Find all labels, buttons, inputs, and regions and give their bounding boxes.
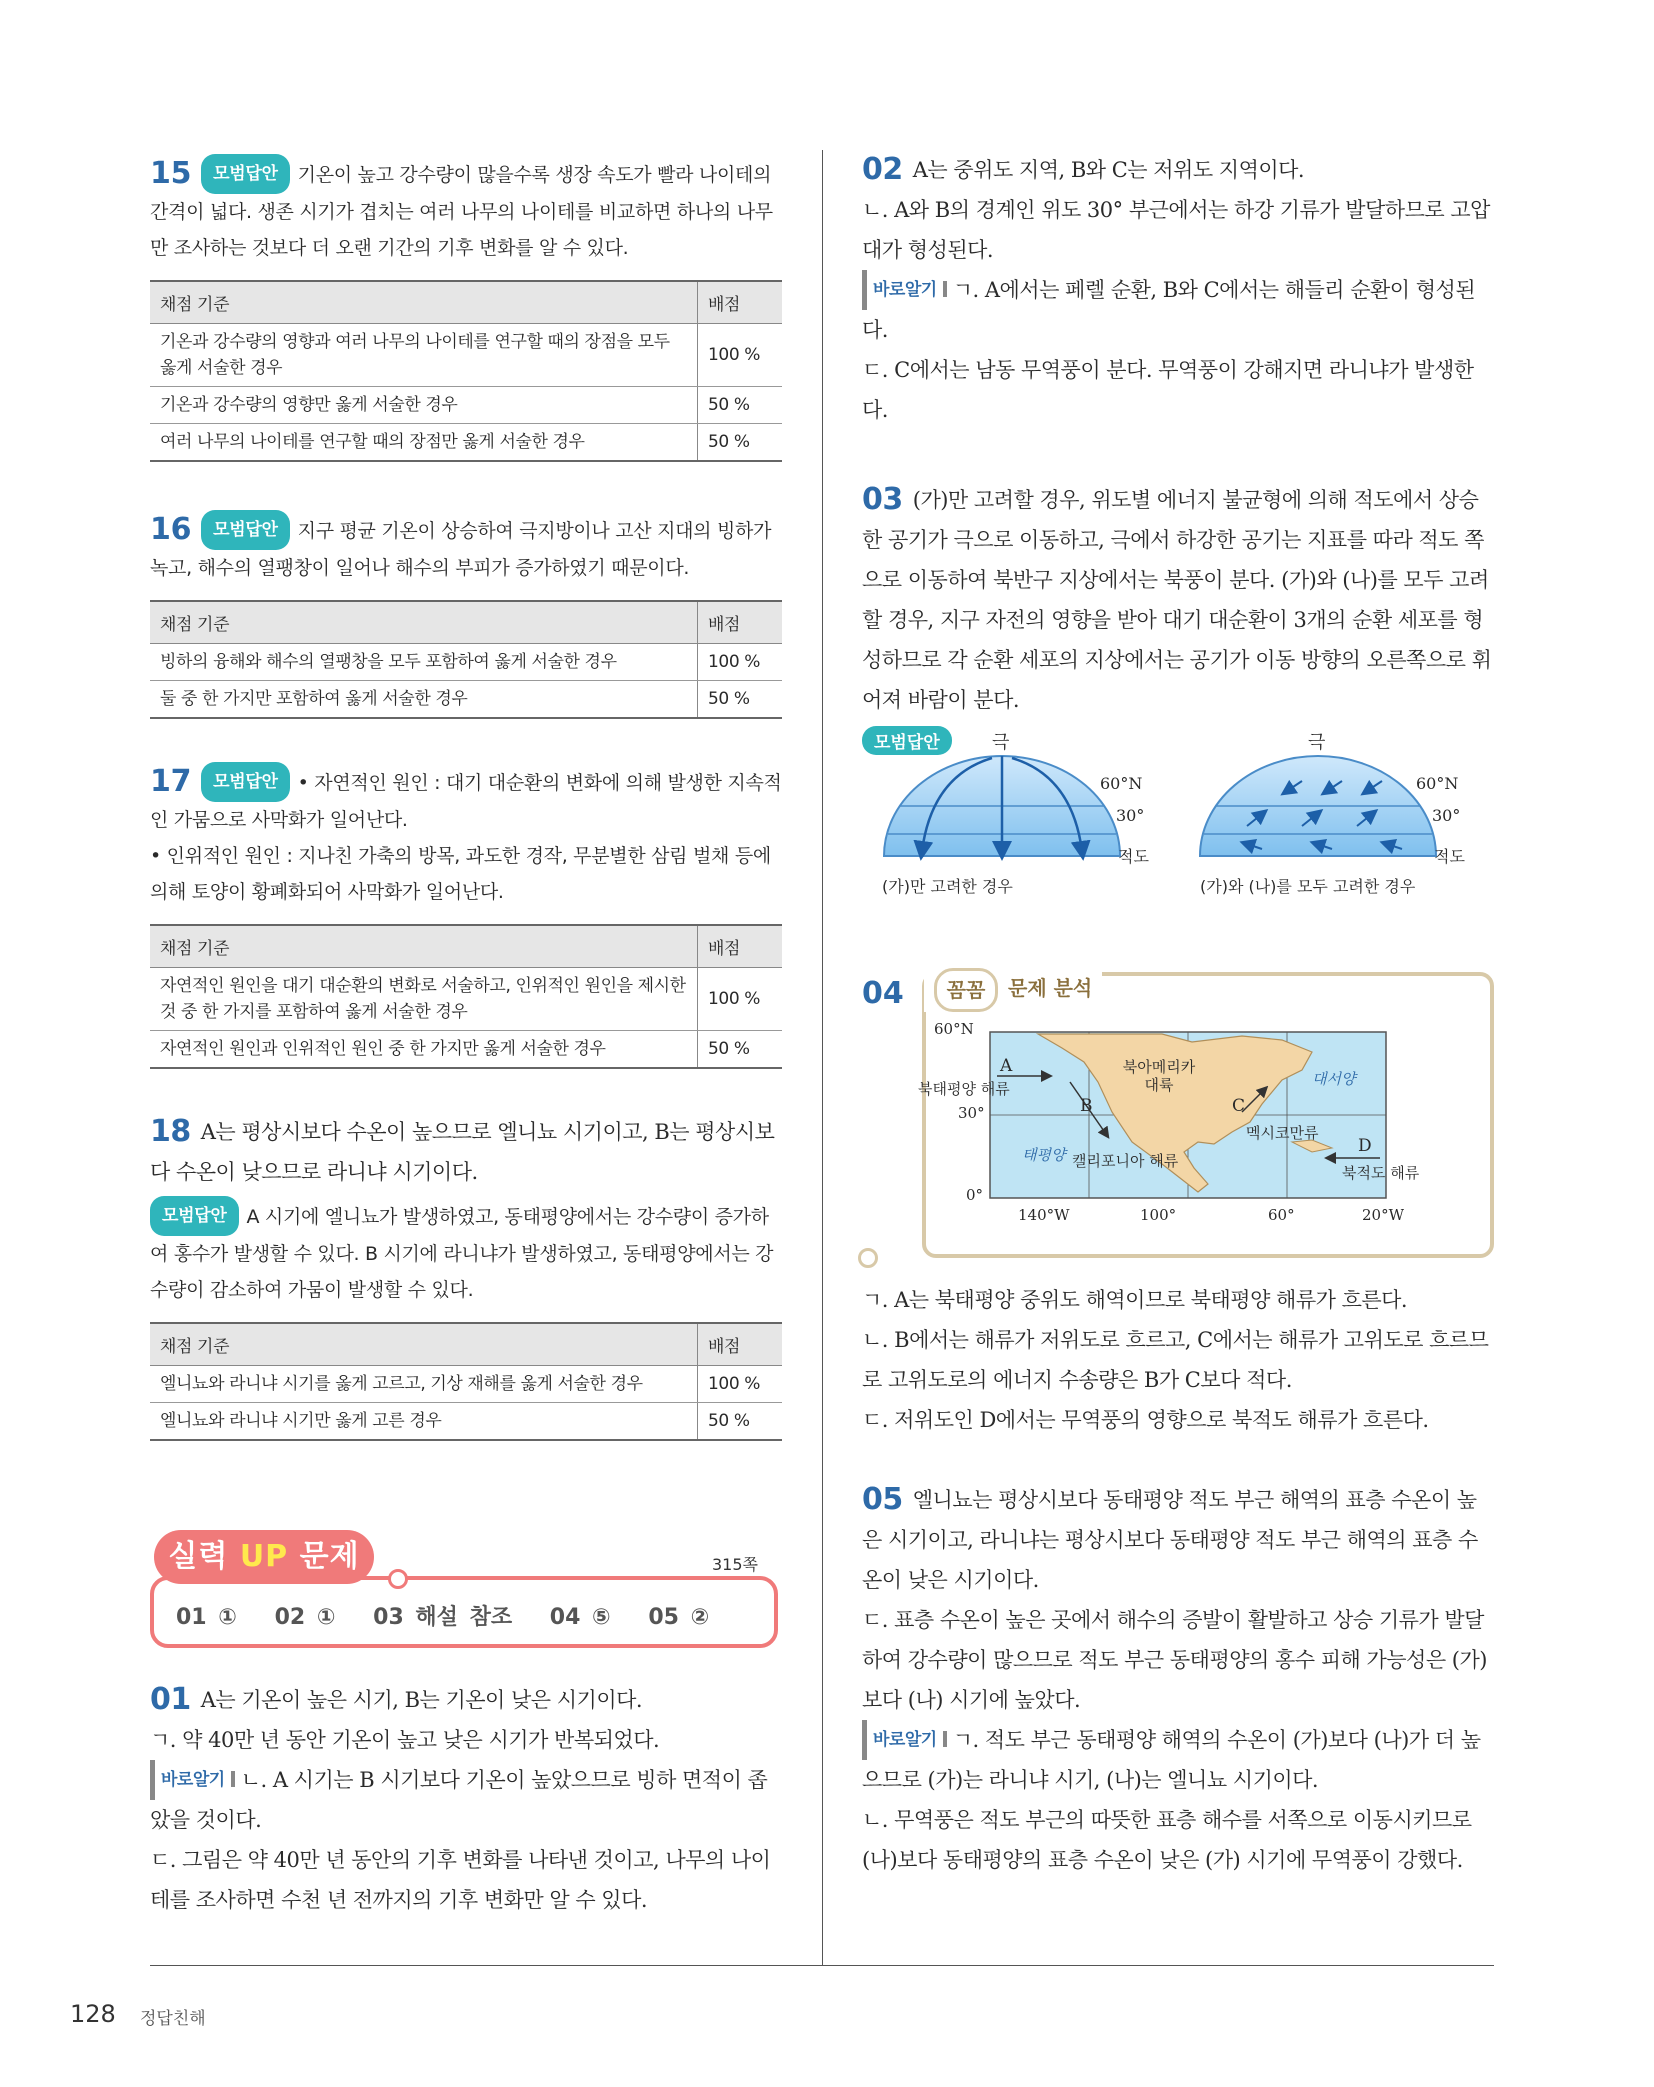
caption-1: (가)만 고려한 경우 xyxy=(882,877,1013,896)
model-answer-badge: 모범답안 xyxy=(150,1196,239,1236)
model-answer-badge: 모범답안 xyxy=(862,726,952,755)
points-cell: 100 % xyxy=(698,1366,783,1403)
map-lon100: 100° xyxy=(1140,1206,1177,1224)
equator-label-1: 적도 xyxy=(1118,847,1149,866)
q16-answer: 지구 평균 기온이 상승하여 극지방이나 고산 지대의 빙하가 녹고, 해수의 열팽창이 일어나 해수의 부피가 증가하였기 때문이다. xyxy=(150,520,772,579)
a02-line: ㄷ. C에서는 남동 무역풍이 분다. 무역풍이 강해지면 라니냐가 발생한다. xyxy=(862,358,1474,422)
a01-section xyxy=(150,1680,782,1920)
table-row xyxy=(150,1031,782,1069)
a04-line: ㄴ. B에서는 해류가 저위도로 흐르고, C에서는 해류가 고위도로 흐르므로 고위도로의 에너지 수송량은 B가 C보다 적다. xyxy=(862,1328,1489,1392)
answer-item: 02 ① xyxy=(274,1605,336,1630)
a01-line: ㄱ. 약 40만 년 동안 기온이 높고 낮은 시기가 반복되었다. xyxy=(150,1728,660,1752)
q16-text xyxy=(150,510,782,586)
footer-rule xyxy=(150,1965,1494,1966)
map-point-c: C xyxy=(1232,1096,1246,1116)
page-label: 정답친해 xyxy=(140,2009,206,2029)
criterion-cell: 빙하의 융해와 해수의 열팽창을 모두 포함하여 옳게 서술한 경우 xyxy=(150,644,698,681)
model-answer-badge: 모범답안 xyxy=(201,154,290,194)
criterion-cell: 엘니뇨와 라니냐 시기를 옳게 고르고, 기상 재해를 옳게 서술한 경우 xyxy=(150,1366,698,1403)
points-header: 배점 xyxy=(698,1323,783,1366)
answers-box xyxy=(150,1530,782,1655)
answer-item: 05 ② xyxy=(648,1605,710,1630)
answers-list xyxy=(176,1600,735,1631)
q17-number: 17 xyxy=(150,764,192,799)
map-lat60: 60°N xyxy=(934,1020,974,1038)
map-point-d: D xyxy=(1358,1136,1372,1156)
map-np-current: 북태평양 해류 xyxy=(918,1080,1010,1098)
a03-explanation: (가)만 고려할 경우, 위도별 에너지 불균형에 의해 적도에서 상승한 공기가 극으로 이동하고, 극에서 하강한 공기는 지표를 따라 적도 쪽으로 이동하여 북반구 지상에서는 북풍이 분다. (가)와 (나)를 모두 고려할 경우, 지구 자전의 영향을 받아 대기 대순환이 3개의 순환 세포를 형성하므로 각 순환 세포의 지상에서는 공기가 이동 방향의 오른쪽으로 휘어져 바람이 분다. xyxy=(862,488,1492,712)
kk-badge: 꼼꼼 xyxy=(934,968,998,1012)
a01-line: ㄴ. A 시기는 B 시기보다 기온이 높았으므로 빙하 면적이 좁았을 것이다. xyxy=(150,1768,768,1832)
criterion-cell: 자연적인 원인을 대기 대순환의 변화로 서술하고, 인위적인 원인을 제시한 것 중 한 가지를 포함하여 옳게 서술한 경우 xyxy=(150,968,698,1031)
lat60-label-1: 60°N xyxy=(1100,774,1143,793)
criterion-cell: 자연적인 원인과 인위적인 원인 중 한 가지만 옳게 서술한 경우 xyxy=(150,1031,698,1069)
a04-number: 04 xyxy=(862,976,904,1011)
a03-section xyxy=(862,480,1494,906)
a01-intro xyxy=(150,1680,782,1720)
score-header: 채점 기준 xyxy=(150,925,698,968)
a02-baro xyxy=(862,270,1494,350)
a04-section xyxy=(862,972,1494,1440)
q17-answer-human: • 인위적인 원인 : 지나친 가축의 방목, 과도한 경작, 무분별한 삼림 벌채 등에 의해 토양이 황폐화되어 사막화가 일어난다. xyxy=(150,845,771,903)
q15-number: 15 xyxy=(150,156,192,191)
table-row xyxy=(150,1403,782,1441)
table-row xyxy=(150,324,782,387)
model-answer-badge: 모범답안 xyxy=(201,510,290,550)
q15-text xyxy=(150,154,782,266)
a03-text xyxy=(862,480,1494,720)
criterion-cell: 기온과 강수량의 영향만 옳게 서술한 경우 xyxy=(150,387,698,424)
a05-section xyxy=(862,1480,1494,1880)
points-cell: 50 % xyxy=(698,1031,783,1069)
points-cell: 100 % xyxy=(698,644,783,681)
q17-answer-natural: • 자연적인 원인 : 대기 대순환의 변화에 의해 발생한 지속적인 가뭄으로 사막화가 일어난다. xyxy=(150,772,782,831)
map-lat30: 30° xyxy=(958,1104,985,1122)
answers-title: 실력 UP 문제 xyxy=(154,1530,374,1584)
q18-number: 18 xyxy=(150,1114,191,1149)
page-number: 128 xyxy=(70,2000,116,2028)
score-header: 채점 기준 xyxy=(150,281,698,324)
a02-section xyxy=(862,150,1494,430)
a05-number: 05 xyxy=(862,1482,903,1517)
criterion-cell: 기온과 강수량의 영향과 여러 나무의 나이테를 연구할 때의 장점을 모두 옳게 서술한 경우 xyxy=(150,324,698,387)
a05-baro xyxy=(862,1720,1494,1800)
score-header: 채점 기준 xyxy=(150,1323,698,1366)
a04-line: ㄱ. A는 북태평양 중위도 해역이므로 북태평양 해류가 흐른다. xyxy=(862,1288,1408,1312)
q17-score-table xyxy=(150,924,782,1069)
points-cell: 50 % xyxy=(698,424,783,462)
q16-score-table xyxy=(150,600,782,719)
points-cell: 50 % xyxy=(698,1403,783,1441)
q18-explanation: A는 평상시보다 수온이 높으므로 엘니뇨 시기이고, B는 평상시보다 수온이 낮으므로 라니냐 시기이다. xyxy=(150,1120,775,1184)
points-cell: 100 % xyxy=(698,324,783,387)
analysis-label: 문제 분석 xyxy=(1008,976,1093,1000)
map-lat0: 0° xyxy=(966,1186,984,1204)
score-header: 채점 기준 xyxy=(150,601,698,644)
a03-number: 03 xyxy=(862,482,903,517)
map-atlantic: 대서양 xyxy=(1312,1070,1356,1088)
a05-line: 엘니뇨는 평상시보다 동태평양 적도 부근 해역의 표층 수온이 높은 시기이고, 라니냐는 평상시보다 동태평양 적도 부근 해역의 표층 수온이 낮은 시기이다. xyxy=(862,1488,1478,1592)
answer-item: 03 해설 참조 xyxy=(373,1605,513,1630)
q18-model-answer: A 시기에 엘니뇨가 발생하였고, 동태평양에서는 강수량이 증가하여 홍수가 발생할 수 있다. B 시기에 라니냐가 발생하였고, 동태평양에서는 강수량이 감소하여 가뭄이 발생할 수 있다. xyxy=(150,1206,774,1301)
model-answer-badge: 모범답안 xyxy=(201,762,290,802)
map-continent: 북아메리카 대륙 xyxy=(1122,1058,1196,1094)
map-point-a: A xyxy=(1000,1056,1013,1076)
q18-score-table xyxy=(150,1322,782,1441)
a02-line: ㄴ. A와 B의 경계인 위도 30° 부근에서는 하강 기류가 발달하므로 고압대가 형성된다. xyxy=(862,198,1490,262)
pole-label-2: 극 xyxy=(1308,732,1326,753)
a01-baro xyxy=(150,1760,782,1840)
lat30-label-2: 30° xyxy=(1432,806,1461,825)
column-divider xyxy=(822,150,823,1965)
a05-line: ㄷ. 표층 수온이 높은 곳에서 해수의 증발이 활발하고 상승 기류가 발달하여 강수량이 많으므로 적도 부근 동태평양의 홍수 피해 가능성은 (가)보다 (나) 시기에 높았다. xyxy=(862,1608,1487,1712)
q18-section xyxy=(150,1112,782,1441)
answer-item: 01 ① xyxy=(176,1605,237,1630)
baro-badge: 바로알기 xyxy=(862,270,947,310)
table-row xyxy=(150,681,782,719)
baro-badge: 바로알기 xyxy=(862,1720,947,1760)
points-cell: 100 % xyxy=(698,968,783,1031)
criterion-cell: 여러 나무의 나이테를 연구할 때의 장점만 옳게 서술한 경우 xyxy=(150,424,698,462)
q18-text xyxy=(150,1112,782,1192)
a02-line: ㄱ. A에서는 페렐 순환, B와 C에서는 해들리 순환이 형성된다. xyxy=(862,278,1476,342)
table-row xyxy=(150,968,782,1031)
criterion-cell: 둘 중 한 가지만 포함하여 옳게 서술한 경우 xyxy=(150,681,698,719)
map-point-b: B xyxy=(1080,1096,1093,1116)
a01-line: A는 기온이 높은 시기, B는 기온이 낮은 시기이다. xyxy=(200,1688,643,1712)
map-calif-current: 캘리포니아 해류 xyxy=(1072,1152,1179,1170)
table-row xyxy=(150,644,782,681)
points-cell: 50 % xyxy=(698,387,783,424)
equator-label-2: 적도 xyxy=(1434,847,1465,866)
pole-label-1: 극 xyxy=(992,732,1010,753)
map-lon60: 60° xyxy=(1268,1206,1295,1224)
map-gulf-stream: 멕시코만류 xyxy=(1246,1124,1319,1142)
q15-answer: 기온이 높고 강수량이 많을수록 생장 속도가 빨라 나이테의 간격이 넓다. 생존 시기가 겹치는 여러 나무의 나이테를 비교하면 하나의 나무만 조사하는 것보다 더 오랜 기간의 기후 변화를 알 수 있다. xyxy=(150,164,773,259)
points-cell: 50 % xyxy=(698,681,783,719)
a02-line: A는 중위도 지역, B와 C는 저위도 지역이다. xyxy=(912,158,1305,182)
lat30-label-1: 30° xyxy=(1116,806,1145,825)
a05-line: ㄱ. 적도 부근 동태평양 해역의 수온이 (가)보다 (나)가 더 높으므로 (가)는 라니냐 시기, (나)는 엘니뇨 시기이다. xyxy=(862,1728,1481,1792)
q17-section xyxy=(150,762,782,1069)
a03-figure xyxy=(862,726,1494,906)
answers-page-ref: 315쪽 xyxy=(712,1555,758,1574)
lat60-label-2: 60°N xyxy=(1416,774,1459,793)
caption-2: (가)와 (나)를 모두 고려한 경우 xyxy=(1200,877,1416,896)
a02-intro xyxy=(862,150,1494,190)
points-header: 배점 xyxy=(698,601,783,644)
q15-score-table xyxy=(150,280,782,462)
table-row xyxy=(150,1366,782,1403)
q16-number: 16 xyxy=(150,512,192,547)
map-pacific: 태평양 xyxy=(1022,1146,1066,1164)
ocean-current-map xyxy=(862,972,1494,1272)
a01-line: ㄷ. 그림은 약 40만 년 동안의 기후 변화를 나타낸 것이고, 나무의 나이테를 조사하면 수천 년 전까지의 기후 변화만 알 수 있다. xyxy=(150,1848,771,1912)
a05-line: ㄴ. 무역풍은 적도 부근의 따뜻한 표층 해수를 서쪽으로 이동시키므로 (나)보다 동태평양의 표층 수온이 낮은 (가) 시기에 무역풍이 강했다. xyxy=(862,1808,1472,1872)
criterion-cell: 엘니뇨와 라니냐 시기만 옳게 고른 경우 xyxy=(150,1403,698,1441)
points-header: 배점 xyxy=(698,925,783,968)
q16-section xyxy=(150,510,782,719)
table-row xyxy=(150,424,782,462)
table-row xyxy=(150,387,782,424)
q15-section xyxy=(150,154,782,462)
a05-intro xyxy=(862,1480,1494,1600)
map-lon20: 20°W xyxy=(1362,1206,1405,1224)
answers-knob xyxy=(388,1569,408,1589)
baro-badge: 바로알기 xyxy=(150,1760,235,1800)
a02-number: 02 xyxy=(862,152,903,187)
points-header: 배점 xyxy=(698,281,783,324)
answer-item: 04 ⑤ xyxy=(549,1605,611,1630)
map-lon140: 140°W xyxy=(1018,1206,1070,1224)
map-neq-current: 북적도 해류 xyxy=(1342,1164,1420,1182)
a04-line: ㄷ. 저위도인 D에서는 무역풍의 영향으로 북적도 해류가 흐른다. xyxy=(862,1408,1429,1432)
q17-text1 xyxy=(150,762,782,838)
q18-model xyxy=(150,1196,782,1308)
a01-number: 01 xyxy=(150,1682,191,1717)
